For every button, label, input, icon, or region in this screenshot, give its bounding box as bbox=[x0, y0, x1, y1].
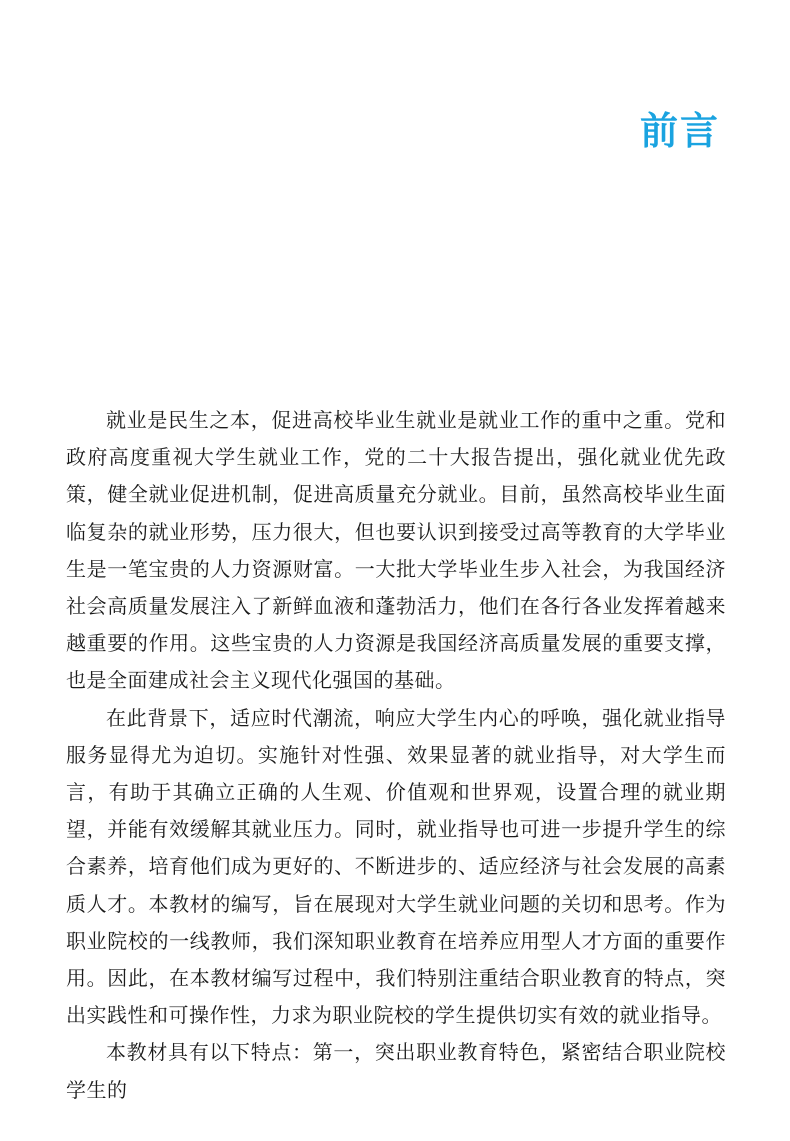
paragraph: 本教材具有以下特点：第一，突出职业教育特色，紧密结合职业院校学生的 bbox=[66, 1040, 726, 1102]
paragraph: 就业是民生之本，促进高校毕业生就业是就业工作的重中之重。党和政府高度重视大学生就业工作，党的二十大报告提出，强化就业优先政策，健全就业促进机制，促进高质量充分就业。目前，虽然高校毕业生面临复杂的就业形势，压力很大，但也要认识到接受过高等教育的大学毕业生是一笔宝贵的人力资源财富。一大批大学毕业生步入社会，为我国经济社会高质量发展注入了新鲜血液和蓬勃活力，他们在各行各业发挥着越来越重要的作用。这些宝贵的人力资源是我国经济高质量发展的重要支撑，也是全面建成社会主义现代化强国的基础。 bbox=[66, 408, 726, 693]
preface-body bbox=[66, 402, 726, 1109]
page-title: 前言 bbox=[639, 109, 720, 153]
paragraph: 在此背景下，适应时代潮流，响应大学生内心的呼唤，强化就业指导服务显得尤为迫切。实施针对性强、效果显著的就业指导，对大学生而言，有助于其确立正确的人生观、价值观和世界观，设置合理的就业期望，并能有效缓解其就业压力。同时，就业指导也可进一步提升学生的综合素养，培育他们成为更好的、不断进步的、适应经济与社会发展的高素质人才。本教材的编写，旨在展现对大学生就业问题的关切和思考。作为职业院校的一线教师，我们深知职业教育在培养应用型人才方面的重要作用。因此，在本教材编写过程中，我们特别注重结合职业教育的特点，突出实践性和可操作性，力求为职业院校的学生提供切实有效的就业指导。 bbox=[66, 705, 726, 1028]
